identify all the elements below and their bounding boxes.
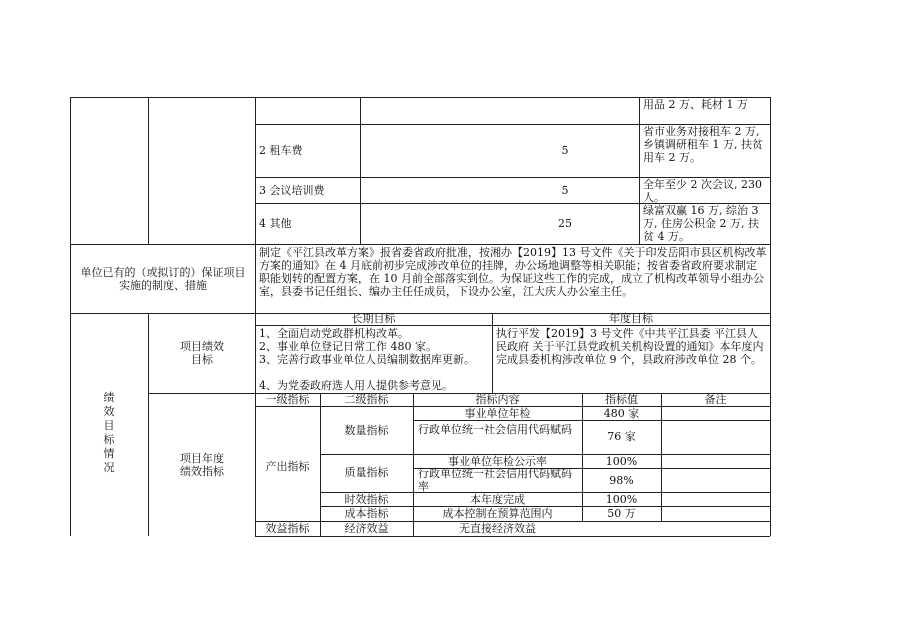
expense-amount: 5: [561, 184, 569, 197]
project-goal-label: 项目绩效目标: [180, 340, 224, 366]
long-term-line: 1、全面启动党政群机构改革。: [259, 327, 409, 340]
indicator-content: 成本控制在预算范围内: [442, 507, 553, 520]
expense-note: 全年至少 2 次会议, 230 人。: [643, 178, 762, 204]
indicator-value: 76 家: [607, 430, 636, 443]
indicator-content: 无直接经济效益: [459, 522, 536, 535]
rule: [770, 97, 771, 536]
section-label: 绩效目标情况: [103, 391, 115, 474]
rule: [360, 97, 361, 244]
quantity-label: 数量指标: [344, 424, 389, 437]
indicator-content: 行政单位统一社会信用代码赋码率: [418, 467, 572, 493]
indicator-value: 98%: [609, 474, 634, 487]
rule: [255, 325, 770, 326]
quality-label: 质量指标: [344, 466, 389, 479]
indicator-value: 100%: [605, 455, 638, 468]
header-content: 指标内容: [475, 393, 520, 406]
indicator-content: 行政单位统一社会信用代码赋码: [418, 423, 572, 436]
rule: [413, 420, 770, 421]
header-level1: 一级指标: [265, 393, 310, 406]
indicator-content: 事业单位年检公示率: [448, 455, 547, 468]
economic-label: 经济效益: [344, 522, 389, 535]
rule: [148, 97, 149, 244]
rule: [492, 313, 493, 393]
expense-amount: 5: [561, 144, 569, 157]
long-term-header: 长期目标: [351, 312, 396, 325]
long-term-line: 2、事业单位登记日常工作 480 家。: [259, 340, 437, 353]
header-value: 指标值: [605, 393, 638, 406]
rule: [70, 97, 71, 536]
long-term-line: 4、为党委政府选人用人提供参考意见。: [259, 379, 453, 392]
rule: [148, 313, 149, 536]
long-term-line: 3、完善行政事业单位人员编制数据库更新。: [259, 353, 475, 366]
indicator-content: 本年度完成: [470, 493, 525, 506]
expense-item: 2 租车费: [259, 144, 303, 157]
header-remark: 备注: [704, 393, 727, 406]
expense-item: 3 会议培训费: [259, 184, 325, 197]
indicator-content: 事业单位年检: [464, 407, 531, 420]
rule: [255, 536, 770, 537]
indicator-value: 100%: [605, 493, 638, 506]
guarantee-text: 制定《平江县改革方案》报省委省政府批准，按湘办【2019】13 号文件《关于印发岳阳市县区机构改革方案的通知》在 4 月底前初步完成涉改单位的挂牌，办公场地调整等相关职能；按省委省政府要求制定职能划转的配置方案，在 10 月前全部落实到位。为保证这些工作的完成，成立了机构改革领导小组办公室，县委书记任组长、编办主任任成员，下设办公室，江大庆人办公室主任。: [259, 246, 767, 298]
rule: [661, 393, 662, 521]
expense-note: 绿富双赢 16 万, 综治 3 万, 住房公积金 2 万, 扶贫 4 万。: [643, 204, 759, 243]
header-level2: 二级指标: [344, 393, 389, 406]
annual-text: 执行平发【2019】3 号文件《中共平江县委 平江县人民政府 关于平江县党政机关机构设置的通知》本年度内完成县委机构涉改单位 9 个，县政府涉改单位 28 个。: [496, 327, 764, 366]
expense-note: 用品 2 万、耗材 1 万: [643, 98, 748, 111]
expense-amount: 25: [558, 217, 572, 230]
annual-indicator-label: 项目年度绩效指标: [180, 452, 224, 478]
benefit-label: 效益指标: [265, 522, 310, 535]
indicator-value: 50 万: [607, 507, 636, 520]
expense-item: 4 其他: [259, 217, 292, 230]
rule: [70, 244, 770, 245]
cost-label: 成本指标: [344, 507, 389, 520]
expense-note: 省市业务对接租车 2 万,乡镇调研租车 1 万, 扶贫用车 2 万。: [643, 125, 763, 164]
output-label: 产出指标: [265, 460, 310, 473]
annual-header: 年度目标: [609, 312, 653, 325]
indicator-value: 480 家: [603, 407, 640, 420]
guarantee-label: 单位已有的（或拟订的）保证项目实施的制度、措施: [80, 266, 246, 292]
rule: [639, 97, 640, 244]
timeliness-label: 时效指标: [344, 493, 389, 506]
